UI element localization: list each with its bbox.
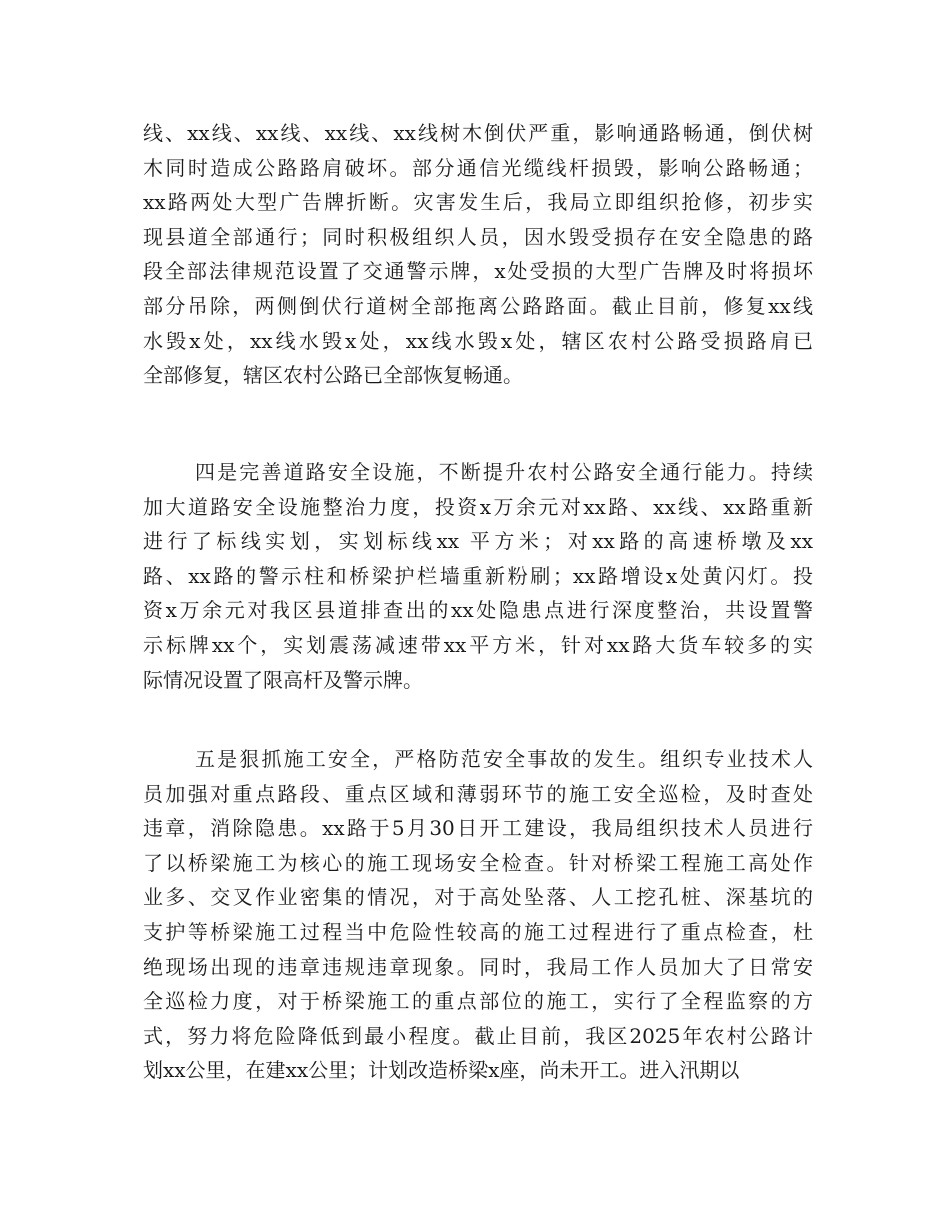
text-line: 际情况设置了限高杆及警示牌。	[143, 667, 423, 692]
text-line: 水毁x处，xx线水毁x处，xx线水毁x处，辖区农村公路受损路肩已	[143, 328, 813, 353]
text-line: 全部修复，辖区农村公路已全部恢复畅通。	[143, 363, 523, 388]
text-line: 式，努力将危险降低到最小程度。截止目前，我区2025年农村公路计	[143, 1023, 813, 1048]
text-line: 违章，消除隐患。xx路于5月30日开工建设，我局组织技术人员进行	[143, 816, 813, 841]
text-line: 了以桥梁施工为核心的施工现场安全检查。针对桥梁工程施工高处作	[143, 850, 813, 875]
text-line: 线、xx线、xx线、xx线、xx线树木倒伏严重，影响通路畅通，倒伏树	[143, 121, 813, 145]
text-line: 员加强对重点路段、重点区域和薄弱环节的施工安全巡检，及时查处	[143, 781, 813, 806]
text-line: 绝现场出现的违章违规违章现象。同时，我局工作人员加大了日常安	[143, 954, 813, 979]
text-line: 业多、交叉作业密集的情况，对于高处坠落、人工挖孔桩、深基坑的	[143, 885, 813, 910]
text-line: 全巡检力度，对于桥梁施工的重点部位的施工，实行了全程监察的方	[143, 989, 813, 1014]
text-line: 加大道路安全设施整治力度，投资x万余元对xx路、xx线、xx路重新	[143, 494, 813, 519]
text-line: 段全部法律规范设置了交通警示牌，x处受损的大型广告牌及时将损坏	[143, 259, 813, 284]
text-line: 资x万余元对我区县道排查出的xx处隐患点进行深度整治，共设置警	[143, 598, 813, 623]
text-line: 部分吊除，两侧倒伏行道树全部拖离公路路面。截止目前，修复xx线	[143, 294, 813, 318]
text-line: 五是狠抓施工安全，严格防范安全事故的发生。组织专业技术人	[195, 747, 813, 771]
text-line: xx路两处大型广告牌折断。灾害发生后，我局立即组织抢修，初步实	[143, 190, 813, 215]
text-line: 支护等桥梁施工过程当中危险性较高的施工过程进行了重点检查，杜	[143, 920, 813, 944]
text-line: 进行了标线实划，实划标线xx 平方米；对xx路的高速桥墩及xx	[143, 529, 813, 554]
text-line: 划xx公里，在建xx公里；计划改造桥梁x座，尚未开工。进入汛期以	[143, 1058, 740, 1083]
text-line: 四是完善道路安全设施，不断提升农村公路安全通行能力。持续	[195, 460, 813, 484]
text-line: 现县道全部通行；同时积极组织人员，因水毁受损存在安全隐患的路	[143, 224, 813, 249]
text-line: 木同时造成公路路肩破坏。部分通信光缆线杆损毁，影响公路畅通；	[143, 155, 813, 180]
text-line: 示标牌xx个，实划震荡减速带xx平方米，针对xx路大货车较多的实	[143, 633, 813, 657]
text-line: 路、xx路的警示柱和桥梁护栏墙重新粉刷；xx路增设x处黄闪灯。投	[143, 563, 813, 588]
document-body	[143, 0, 813, 1230]
